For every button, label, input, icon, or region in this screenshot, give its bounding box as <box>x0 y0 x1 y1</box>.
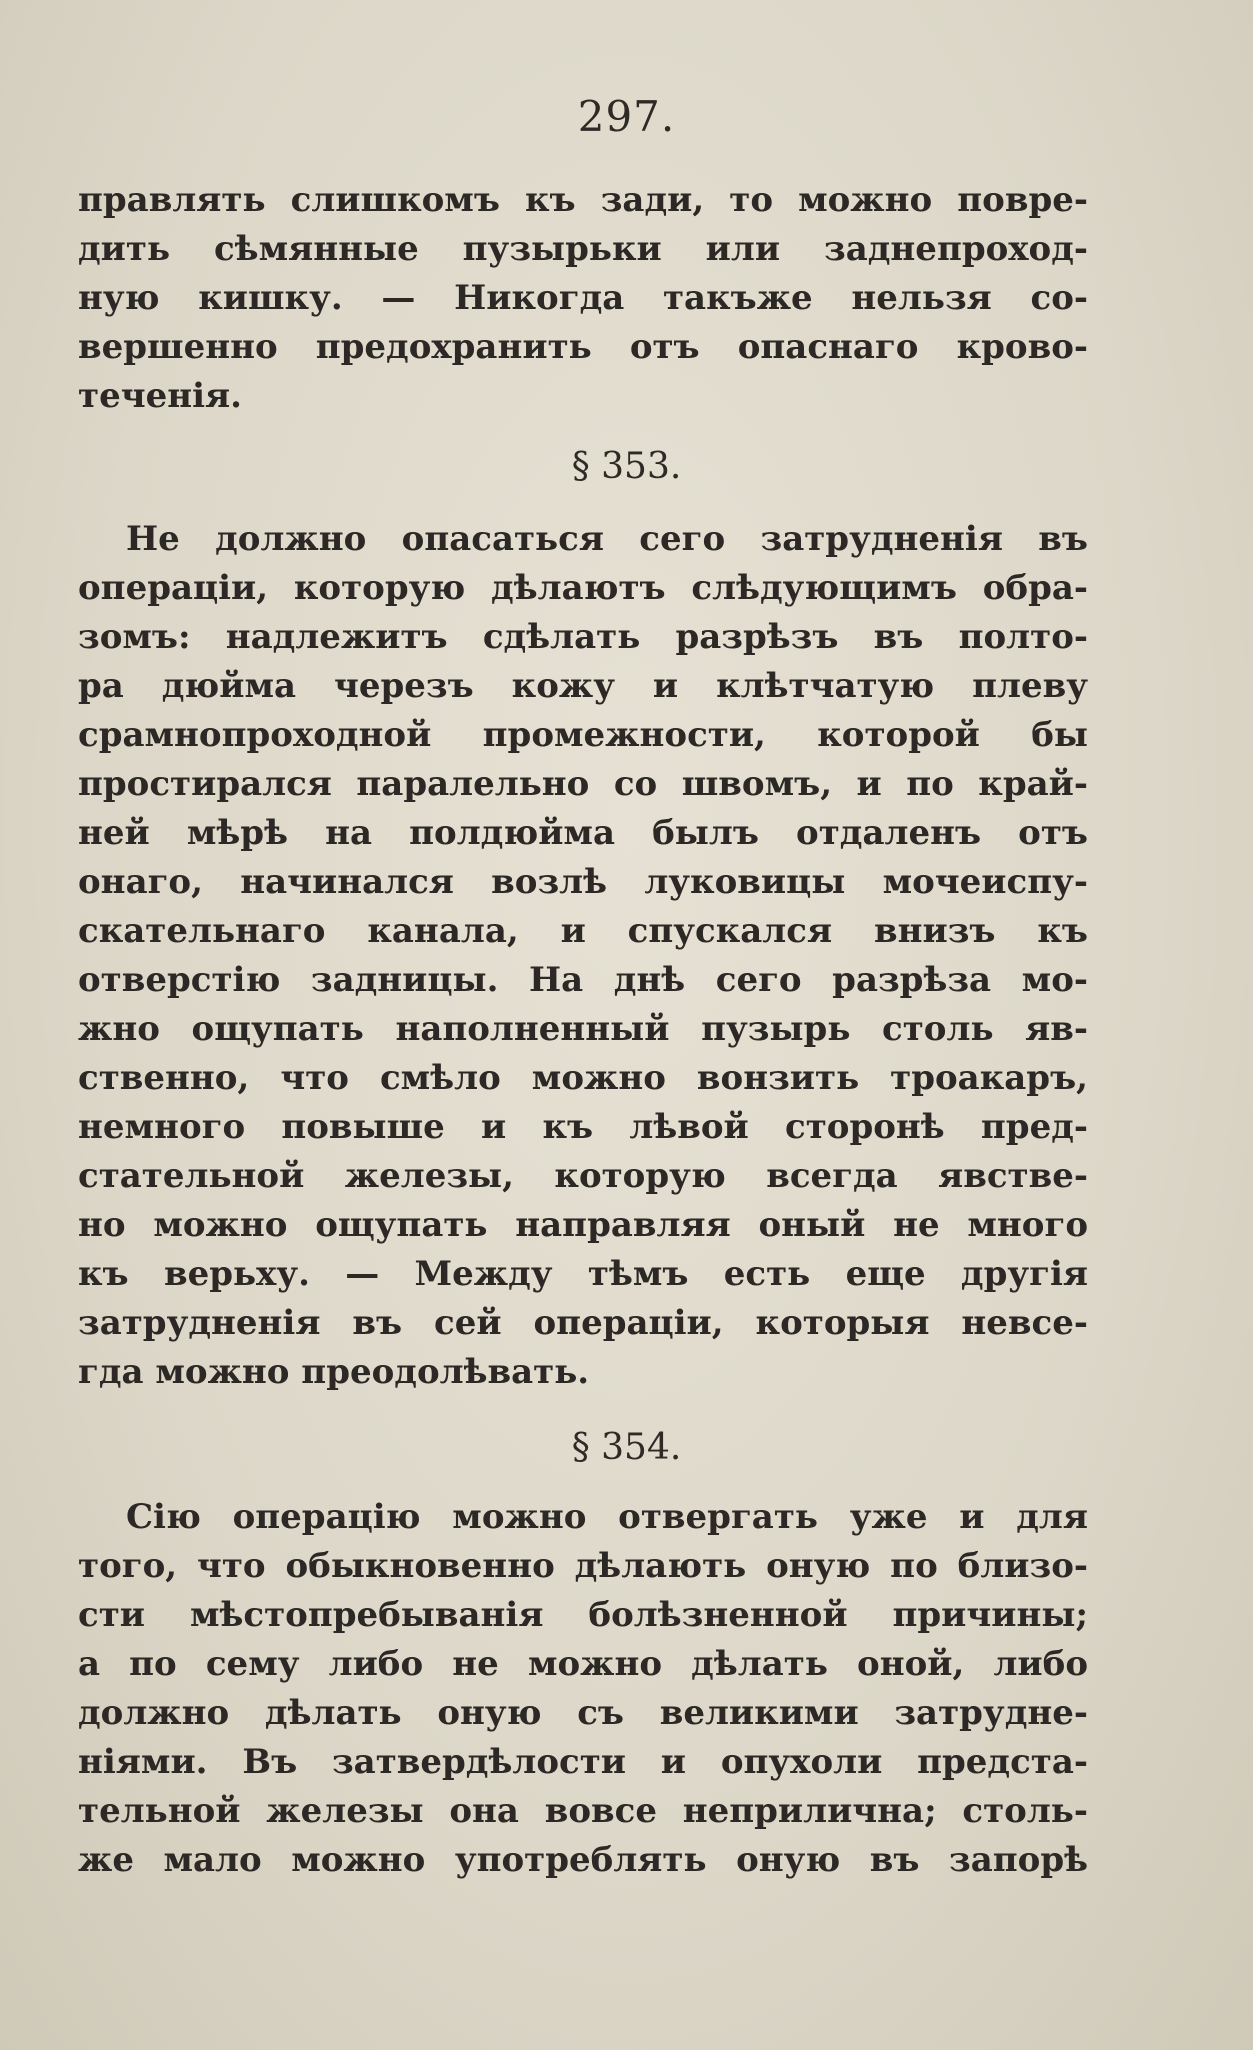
text-line: онаго, начинался возлѣ луковицы мочеиспу- <box>78 862 1088 902</box>
text-line: къ верьху. — Между тѣмъ есть еще другія <box>78 1254 1088 1294</box>
text-line: ней мѣрѣ на полдюйма былъ отдаленъ отъ <box>78 813 1088 853</box>
text-line: немного повыше и къ лѣвой сторонѣ пред- <box>78 1107 1088 1147</box>
text-line: же мало можно употреблять оную въ запорѣ <box>78 1840 1088 1880</box>
text-line: срамнопроходной промежности, которой бы <box>78 715 1088 755</box>
text-line: Не должно опасаться сего затрудненія въ <box>126 519 1088 559</box>
text-line: сти мѣстопребыванія болѣзненной причины; <box>78 1595 1088 1635</box>
text-line: вершенно предохранить отъ опаснаго крово- <box>78 327 1088 367</box>
section-heading-353: § 353. <box>571 446 682 487</box>
page-number: 297. <box>577 92 676 141</box>
text-line: ную кишку. — Никогда такъже нельзя со- <box>78 278 1088 318</box>
text-line: а по сему либо не можно дѣлать оной, либо <box>78 1644 1088 1684</box>
text-line: зомъ: надлежитъ сдѣлать разрѣзъ въ полто- <box>78 617 1088 657</box>
text-line: того, что обыкновенно дѣлають оную по близо- <box>78 1546 1088 1586</box>
text-line: ра дюйма черезъ кожу и клѣтчатую плеву <box>78 666 1088 706</box>
section-354-paragraph <box>78 1493 1088 1885</box>
text-line: операціи, которую дѣлаютъ слѣдующимъ обра- <box>78 568 1088 608</box>
text-line: Сію операцію можно отвергать уже и для <box>126 1497 1088 1537</box>
text-line: затрудненія въ сей операціи, которыя невсе- <box>78 1303 1088 1343</box>
section-353-paragraph <box>78 515 1088 1397</box>
text-line: правлять слишкомъ къ зади, то можно повре- <box>78 180 1088 220</box>
text-line: дить сѣмянные пузырьки или заднепроход- <box>78 229 1088 269</box>
text-line: стательной железы, которую всегда явстве- <box>78 1156 1088 1196</box>
text-line: ніями. Въ затвердѣлости и опухоли предста- <box>78 1742 1088 1782</box>
text-line: гда можно преодолѣвать. <box>78 1352 590 1392</box>
text-line: ственно, что смѣло можно вонзить троакаръ, <box>78 1058 1088 1098</box>
text-line: теченія. <box>78 376 242 416</box>
text-line: отверстію задницы. На днѣ сего разрѣза мо- <box>78 960 1088 1000</box>
text-line: должно дѣлать оную съ великими затрудне- <box>78 1693 1088 1733</box>
text-line: тельной железы она вовсе неприлична; столь- <box>78 1791 1088 1831</box>
text-line: скательнаго канала, и спускался внизъ къ <box>78 911 1088 951</box>
continuation-paragraph <box>78 176 1088 421</box>
text-line: простирался паралельно со швомъ, и по край- <box>78 764 1088 804</box>
section-heading-354: § 354. <box>571 1427 682 1468</box>
text-line: жно ощупать наполненный пузырь столь яв- <box>78 1009 1088 1049</box>
text-line: но можно ощупать направляя оный не много <box>78 1205 1088 1245</box>
